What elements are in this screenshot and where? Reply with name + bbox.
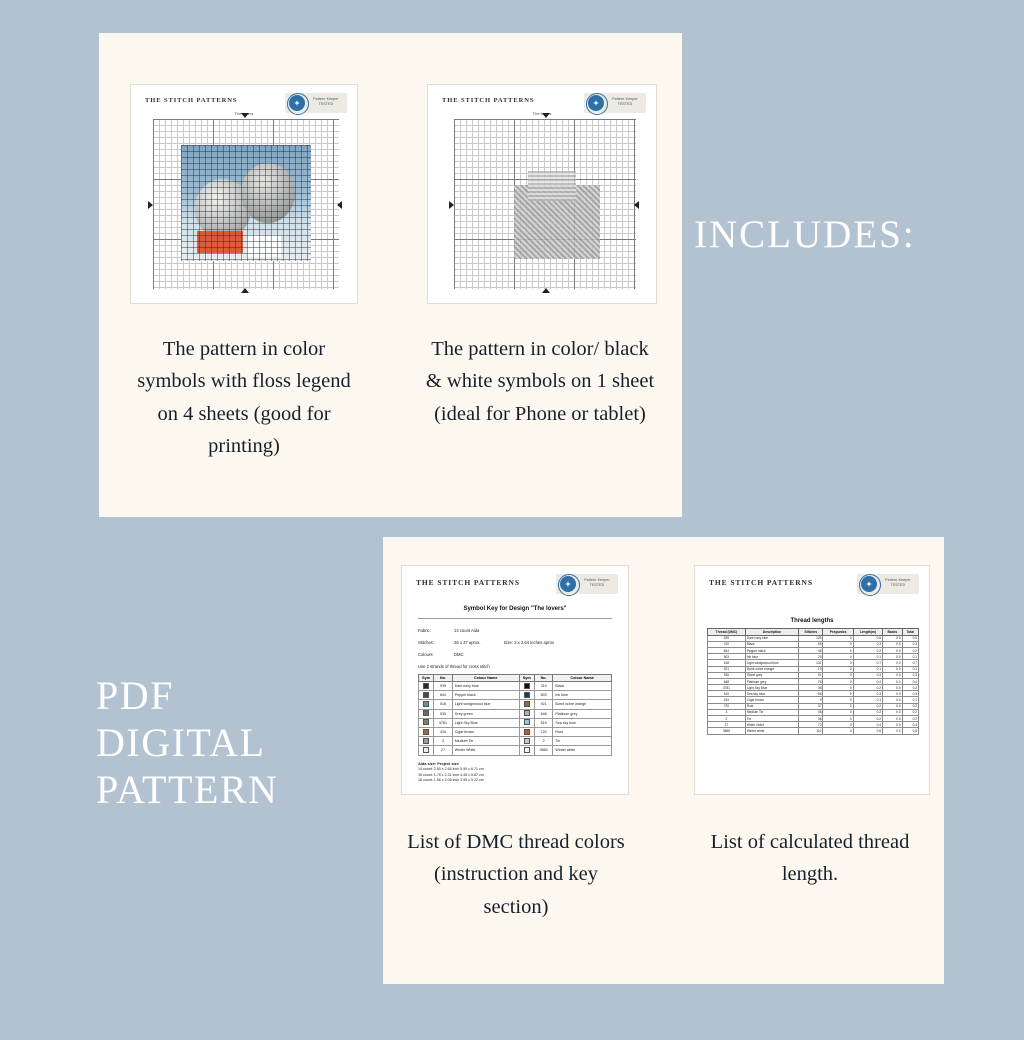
thread-value: 0.0 [883, 672, 903, 678]
marker-bottom-icon [542, 288, 550, 293]
legend-color-name: Light Sky Blue [452, 718, 519, 727]
stamp-star-icon [861, 576, 877, 592]
thread-code: 2 [708, 716, 746, 722]
thread-value: 0.1 [853, 697, 882, 703]
thread-value: 0.0 [883, 647, 903, 653]
thread-code: 844 [708, 647, 746, 653]
thread-value: 76 [799, 678, 823, 684]
symbol-key-title: Symbol Key for Design "The lovers" [463, 606, 567, 612]
thread-description: Burnt ochre orange [745, 666, 798, 672]
preview-sheet-symbol-key [401, 565, 629, 795]
thread-value: 0.2 [902, 716, 918, 722]
thread-col-header: Length(m) [853, 629, 882, 636]
thread-value: 0.2 [853, 703, 882, 709]
thread-value: 0.2 [902, 709, 918, 715]
thread-value: 0.2 [902, 703, 918, 709]
legend-color-name: Winter white [553, 746, 612, 755]
thread-code: 939 [708, 635, 746, 641]
thread-value: 0.2 [902, 685, 918, 691]
thread-value: 0 [823, 635, 853, 641]
thread-value: 0.0 [883, 728, 903, 734]
legend-color-name: Winter White [452, 746, 519, 755]
marker-right-icon [337, 201, 342, 209]
thread-value: 110 [799, 728, 823, 734]
thread-value: 0 [823, 685, 853, 691]
legend-row [419, 727, 612, 736]
stamp-label: Pattern Keeper TESTED [584, 578, 610, 588]
pdf-line-2: DIGITAL [96, 720, 266, 766]
thread-value: 0.6 [902, 728, 918, 734]
thread-col-header: Stitches [799, 629, 823, 636]
thread-col-header: Total [902, 629, 918, 636]
meta-colours-value: DMC [454, 652, 464, 657]
thread-header-row [708, 629, 919, 636]
thread-value: 0.1 [902, 666, 918, 672]
sheet-brand-title: THE STITCH PATTERNS [709, 578, 813, 587]
thread-value: 0.2 [902, 647, 918, 653]
thread-code: 3 [708, 709, 746, 715]
thread-lengths-table-wrap [707, 628, 919, 735]
thread-value: 0.0 [883, 635, 903, 641]
marker-top-icon [542, 113, 550, 118]
legend-row [419, 700, 612, 709]
legend-row [419, 746, 612, 755]
thread-code: 518 [708, 660, 746, 666]
thread-value: 37 [799, 703, 823, 709]
legend-row [419, 718, 612, 727]
sheet-brand-title: THE STITCH PATTERNS [442, 97, 535, 104]
project-size-footer [418, 761, 484, 784]
marker-right-icon [634, 201, 639, 209]
thread-value: 0.1 [853, 666, 882, 672]
legend-symbol [519, 746, 534, 755]
legend-color-name: Ink blue [553, 691, 612, 700]
thread-value: 56 [799, 691, 823, 697]
thread-code: 310 [708, 641, 746, 647]
meta-colours [418, 652, 464, 657]
meta-size-value: Size: 2 x 2.64 inches aprox [503, 640, 554, 645]
thread-description: Winter white [745, 728, 798, 734]
caption-thread-length: List of calculated thread length. [710, 831, 910, 886]
pattern-keeper-stamp [556, 574, 618, 594]
legend-symbol [419, 691, 434, 700]
legend-number: 3781 [434, 718, 453, 727]
thread-value: 0.6 [902, 635, 918, 641]
thread-value: 0.7 [853, 660, 882, 666]
thread-value: 0.0 [883, 660, 903, 666]
legend-color-name: Grey green [452, 709, 519, 718]
thread-col-header: Pespuntes [823, 629, 853, 636]
thread-code: 535 [708, 672, 746, 678]
thread-value: 0.4 [853, 678, 882, 684]
legend-symbol [419, 709, 434, 718]
thread-value: 0 [823, 716, 853, 722]
sheet-brand-title: THE STITCH PATTERNS [145, 97, 238, 104]
thread-code: 921 [708, 666, 746, 672]
thread-description: Light wedgewood blue [745, 660, 798, 666]
pdf-line-3: PATTERN [96, 767, 279, 813]
legend-number: 2 [534, 737, 553, 746]
thread-value: 0 [823, 728, 853, 734]
legend-number: 3 [434, 737, 453, 746]
legend-symbol [519, 737, 534, 746]
legend-col-sym: Sym [419, 675, 434, 682]
legend-number: 310 [534, 682, 553, 691]
marker-left-icon [449, 201, 454, 209]
thread-value: 9 [799, 697, 823, 703]
thread-value: 0.0 [883, 654, 903, 660]
meta-stitches-label: Stitches: [418, 640, 435, 645]
legend-table [418, 674, 612, 756]
thread-code: 803 [708, 654, 746, 660]
stamp-label: Pattern Keeper TESTED [612, 97, 638, 107]
legend-symbol [419, 700, 434, 709]
thread-value: 51 [799, 672, 823, 678]
thread-value: 46 [799, 647, 823, 653]
legend-color-name: Dark navy blue [452, 682, 519, 691]
thread-lengths-title: Thread lengths [790, 618, 834, 624]
thread-value: 0 [823, 678, 853, 684]
thread-value: 0.6 [853, 635, 882, 641]
chart-grid-area [153, 119, 339, 289]
legend-number: 518 [434, 700, 453, 709]
thread-value: 0 [823, 647, 853, 653]
thread-description: Pepper black [745, 647, 798, 653]
stitch-overlay-grid [181, 145, 311, 261]
divider [418, 618, 612, 619]
thread-code: 434 [708, 697, 746, 703]
caption-dmc-list: List of DMC thread colors (instruction and key section) [407, 831, 625, 918]
legend-symbol [519, 700, 534, 709]
thread-value: 0 [823, 722, 853, 728]
thread-lengths-table [707, 628, 919, 735]
thread-value: 0.3 [853, 691, 882, 697]
legend-color-name: Burnt ochre orange [553, 700, 612, 709]
legend-number: 535 [434, 709, 453, 718]
legend-color-name: Black [553, 682, 612, 691]
thread-value: 0 [823, 666, 853, 672]
legend-row [419, 691, 612, 700]
thread-description: Ink blue [745, 654, 798, 660]
legend-row [419, 682, 612, 691]
thread-value: 0 [823, 697, 853, 703]
chart-grid-area [454, 119, 636, 289]
preview-sheet-thread-lengths [694, 565, 930, 795]
legend-symbol [419, 682, 434, 691]
thread-value: 0.2 [853, 685, 882, 691]
stamp-label: Pattern Keeper TESTED [313, 97, 339, 107]
marker-bottom-icon [241, 288, 249, 293]
thread-value: 0.2 [853, 647, 882, 653]
legend-number: 803 [534, 691, 553, 700]
thread-value: 0.2 [853, 716, 882, 722]
bottom-edge [0, 1020, 1024, 1040]
legend-number: 3865 [534, 746, 553, 755]
legend-number: 720 [534, 727, 553, 736]
thread-value: 36 [799, 716, 823, 722]
thread-value: 131 [799, 660, 823, 666]
legend-number: 939 [434, 682, 453, 691]
thread-value: 0.7 [902, 660, 918, 666]
thread-value: 0.4 [902, 722, 918, 728]
legend-symbol [419, 737, 434, 746]
project-size-title: Aida size: Project size [418, 760, 459, 766]
thread-value: 0.0 [883, 691, 903, 697]
thread-description: Black [745, 641, 798, 647]
legend-symbol [519, 727, 534, 736]
thread-value: 66 [799, 641, 823, 647]
legend-color-name: Tin [553, 737, 612, 746]
chart-caption: The lovers [532, 111, 552, 116]
pattern-keeper-stamp [285, 93, 347, 113]
legend-col-no-2: No. [534, 675, 553, 682]
legend-color-name: Rust [553, 727, 612, 736]
thread-description: Sea sky blue [745, 691, 798, 697]
legend-col-sym-2: Sym [519, 675, 534, 682]
legend-symbol [519, 718, 534, 727]
thread-value: 0 [823, 641, 853, 647]
chart-caption: The lovers [234, 111, 254, 116]
thread-value: 0.0 [883, 722, 903, 728]
thread-value: 0.0 [883, 685, 903, 691]
thread-value: 0.0 [883, 678, 903, 684]
bw-symbol-cluster-secondary [528, 171, 576, 201]
thread-code: 519 [708, 691, 746, 697]
thread-value: 0.0 [883, 709, 903, 715]
thread-value: 0.1 [902, 697, 918, 703]
thread-value: 0.4 [853, 722, 882, 728]
thread-value: 0.3 [902, 641, 918, 647]
legend-symbol [519, 691, 534, 700]
pdf-line-1: PDF [96, 673, 174, 718]
meta-fabric [418, 628, 479, 633]
thread-description: Rust [745, 703, 798, 709]
project-size-line-2: 16 count: 1.75 x 2.31 inch 4.45 x 5.87 cm [418, 772, 484, 777]
thread-row [708, 728, 919, 734]
stamp-star-icon [289, 95, 305, 111]
project-size-line-3: 18 count: 1.56 x 2.06 inch 3.95 x 5.22 cm [418, 778, 484, 783]
meta-stitches [418, 640, 554, 645]
thread-code: 27 [708, 722, 746, 728]
thread-value: 0 [823, 672, 853, 678]
preview-sheet-color-symbols [130, 84, 358, 304]
legend-symbol [519, 682, 534, 691]
thread-value: 0 [823, 660, 853, 666]
legend-color-name: Cigar brown [452, 727, 519, 736]
legend-symbol [419, 718, 434, 727]
project-size-line-1: 14 count: 2.50 x 2.64 inch 5.90 x 6.71 cm [418, 767, 484, 772]
thread-description: Light Sky Blue [745, 685, 798, 691]
thread-col-header: Thread (DMC) [708, 629, 746, 636]
stamp-star-icon [560, 576, 576, 592]
legend-col-name: Colour Name [452, 675, 519, 682]
thread-value: 0.4 [902, 678, 918, 684]
legend-row [419, 709, 612, 718]
thread-value: 0.2 [853, 709, 882, 715]
thread-value: 36 [799, 685, 823, 691]
preview-sheet-bw-symbols [427, 84, 657, 304]
stamp-star-icon [588, 95, 604, 111]
thread-value: 0.0 [883, 666, 903, 672]
legend-color-name: Platinum grey [553, 709, 612, 718]
thread-value: 0.0 [883, 703, 903, 709]
thread-value: 0 [823, 654, 853, 660]
legend-number: 648 [534, 709, 553, 718]
thread-code: 720 [708, 703, 746, 709]
legend-color-name: Pepper black [452, 691, 519, 700]
legend-row [419, 737, 612, 746]
thread-value: 19 [799, 666, 823, 672]
pattern-keeper-stamp [857, 574, 919, 594]
thread-description: Dark navy blue [745, 635, 798, 641]
thread-value: 0.3 [902, 691, 918, 697]
legend-col-no: No. [434, 675, 453, 682]
caption-color-symbols: The pattern in color symbols with floss legend on 4 sheets (good for printing) [137, 338, 351, 458]
legend-number: 434 [434, 727, 453, 736]
thread-value: 125 [799, 635, 823, 641]
legend-col-name-2: Colour Name [553, 675, 612, 682]
meta-note: Use 2 strands of thread for cross stitch [418, 664, 490, 669]
pdf-headline [96, 672, 366, 814]
thread-value: 72 [799, 722, 823, 728]
thread-col-header: Description [745, 629, 798, 636]
thread-value: 0.0 [883, 697, 903, 703]
thread-value: 0.1 [902, 654, 918, 660]
stamp-label: Pattern Keeper TESTED [885, 578, 911, 588]
marker-left-icon [148, 201, 153, 209]
thread-value: 0.6 [853, 728, 882, 734]
thread-description: Medium Tin [745, 709, 798, 715]
thread-value: 0.3 [902, 672, 918, 678]
thread-description: Stone grey [745, 672, 798, 678]
legend-symbol [419, 727, 434, 736]
includes-headline: INCLUDES: [694, 213, 916, 256]
floss-legend [418, 674, 612, 756]
legend-number: 27 [434, 746, 453, 755]
meta-fabric-label: Fabric: [418, 628, 431, 633]
meta-stitches-value: 26 x 37 aprox. [454, 640, 481, 645]
sheet-brand-title: THE STITCH PATTERNS [416, 578, 520, 587]
thread-code: 648 [708, 678, 746, 684]
meta-fabric-value: 14 count Aida [454, 628, 480, 633]
legend-color-name: Medium Tin [452, 737, 519, 746]
legend-symbol [519, 709, 534, 718]
pattern-keeper-stamp [584, 93, 646, 113]
thread-col-header: Backs [883, 629, 903, 636]
thread-code: 3865 [708, 728, 746, 734]
caption-bw-symbols: The pattern in color/ black & white symbols on 1 sheet (ideal for Phone or tablet) [425, 338, 655, 425]
thread-value: 0 [823, 703, 853, 709]
legend-color-name: Sea sky blue [553, 718, 612, 727]
thread-value: 0 [823, 691, 853, 697]
meta-colours-label: Colours: [418, 652, 434, 657]
thread-description: Cigar brown [745, 697, 798, 703]
thread-value: 46 [799, 709, 823, 715]
thread-description: Tin [745, 716, 798, 722]
thread-value: 0.3 [853, 641, 882, 647]
thread-value: 0 [823, 709, 853, 715]
thread-value: 0.3 [853, 672, 882, 678]
legend-color-name: Light wedgewood blue [452, 700, 519, 709]
marker-top-icon [241, 113, 249, 118]
legend-number: 844 [434, 691, 453, 700]
chart-color-preview [181, 145, 311, 261]
thread-value: 0.0 [883, 716, 903, 722]
legend-number: 921 [534, 700, 553, 709]
legend-symbol [419, 746, 434, 755]
thread-description: Platinum grey [745, 678, 798, 684]
legend-header-row [419, 675, 612, 682]
thread-description: White Violet [745, 722, 798, 728]
thread-value: 0.1 [853, 654, 882, 660]
thread-value: 0.0 [883, 641, 903, 647]
thread-code: 3781 [708, 685, 746, 691]
thread-value: 29 [799, 654, 823, 660]
legend-number: 519 [534, 718, 553, 727]
